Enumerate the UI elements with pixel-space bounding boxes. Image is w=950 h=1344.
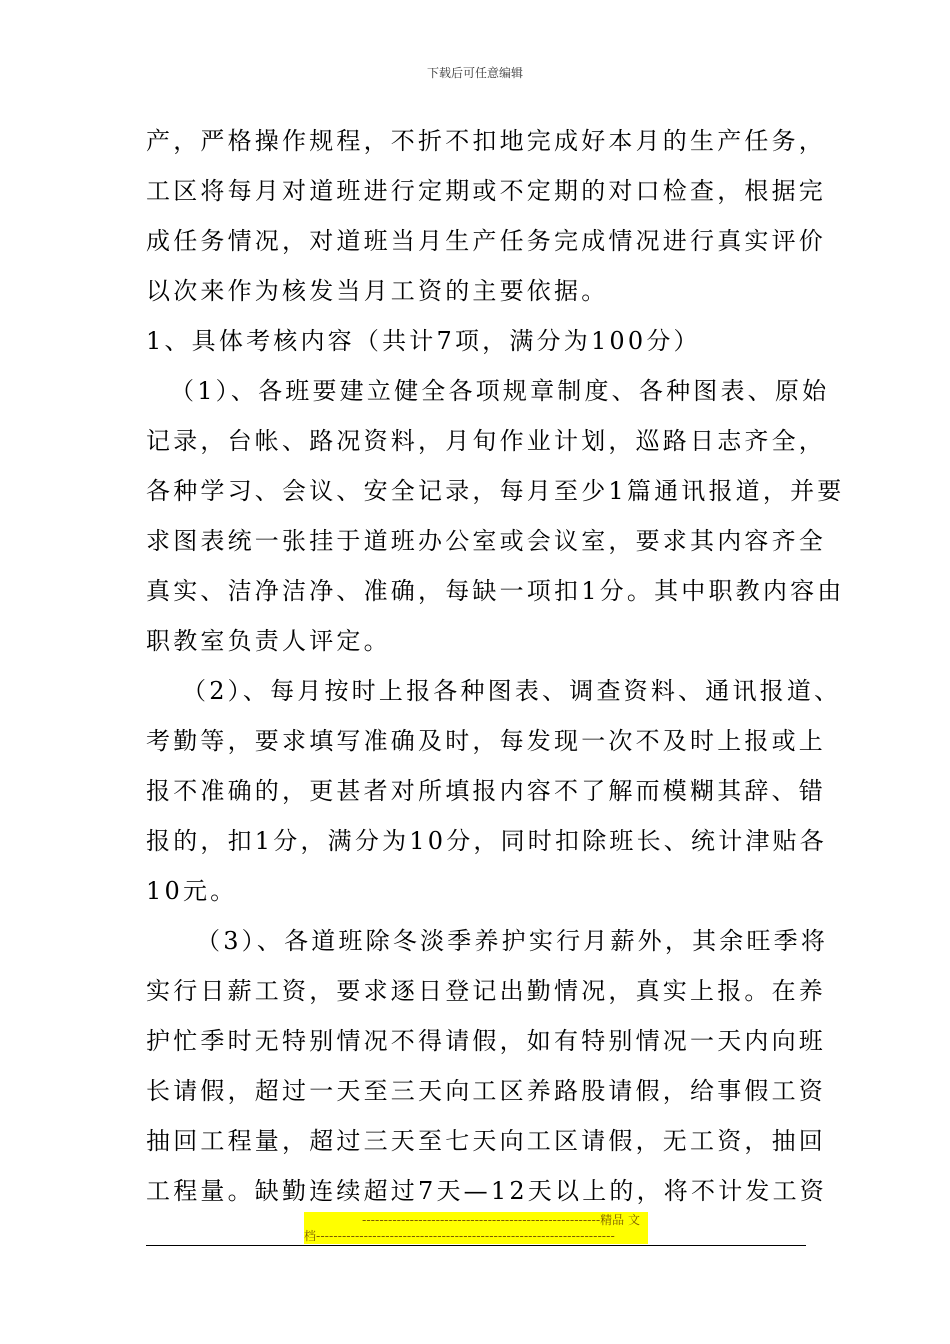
text-line: （2）、每月按时上报各种图表、调查资料、通讯报道、 [182, 677, 842, 705]
text-line: 以次来作为核发当月工资的主要依据。 [146, 277, 609, 305]
text-line: 护忙季时无特别情况不得请假，如有特别情况一天内向班 [146, 1027, 826, 1055]
footer-row: 档--------------------------------------------------------------------- [304, 1229, 615, 1243]
text-line: 真实、洁净洁净、准确，每缺一项扣1分。其中职教内容由 [146, 577, 845, 605]
text-line: 实行日薪工资，要求逐日登记出勤情况，真实上报。在养 [146, 977, 826, 1005]
page-header: 下载后可任意编辑 [426, 66, 523, 80]
text-line: 各种学习、会议、安全记录，每月至少1篇通讯报道，并要 [146, 477, 845, 505]
text-line: （3）、各道班除冬淡季养护实行月薪外，其余旺季将 [196, 927, 829, 955]
text-line: 产，严格操作规程，不折不扣地完成好本月的生产任务， [146, 127, 826, 155]
text-line: 考勤等，要求填写准确及时，每发现一次不及时上报或上 [146, 727, 826, 755]
text-line: 报不准确的，更甚者对所填报内容不了解而模糊其辞、错 [146, 777, 826, 805]
text-line: 工区将每月对道班进行定期或不定期的对口检查，根据完 [146, 177, 826, 205]
text-line: 记录，台帐、路况资料，月旬作业计划，巡路日志齐全， [146, 427, 826, 455]
text-line: 求图表统一张挂于道班办公室或会议室，要求其内容齐全 [146, 527, 826, 555]
footer-divider [146, 1245, 806, 1246]
text-line: 10元。 [146, 877, 238, 905]
text-line: 职教室负责人评定。 [146, 627, 391, 655]
footer-row: -------------------------------------------------------精品 文 [362, 1213, 640, 1227]
text-line: 抽回工程量，超过三天至七天向工区请假，无工资，抽回 [146, 1127, 826, 1155]
text-line: 报的，扣1分，满分为10分，同时扣除班长、统计津贴各 [146, 827, 828, 855]
section-heading: 1、具体考核内容（共计7项，满分为100分） [146, 327, 701, 355]
footer-watermark [304, 1212, 648, 1244]
text-line: （1）、各班要建立健全各项规章制度、各种图表、原始 [170, 377, 830, 405]
text-line: 工程量。缺勤连续超过7天—12天以上的，将不计发工资 [146, 1177, 828, 1205]
text-line: 成任务情况，对道班当月生产任务完成情况进行真实评价 [146, 227, 826, 255]
text-line: 长请假，超过一天至三天向工区养路股请假，给事假工资 [146, 1077, 826, 1105]
